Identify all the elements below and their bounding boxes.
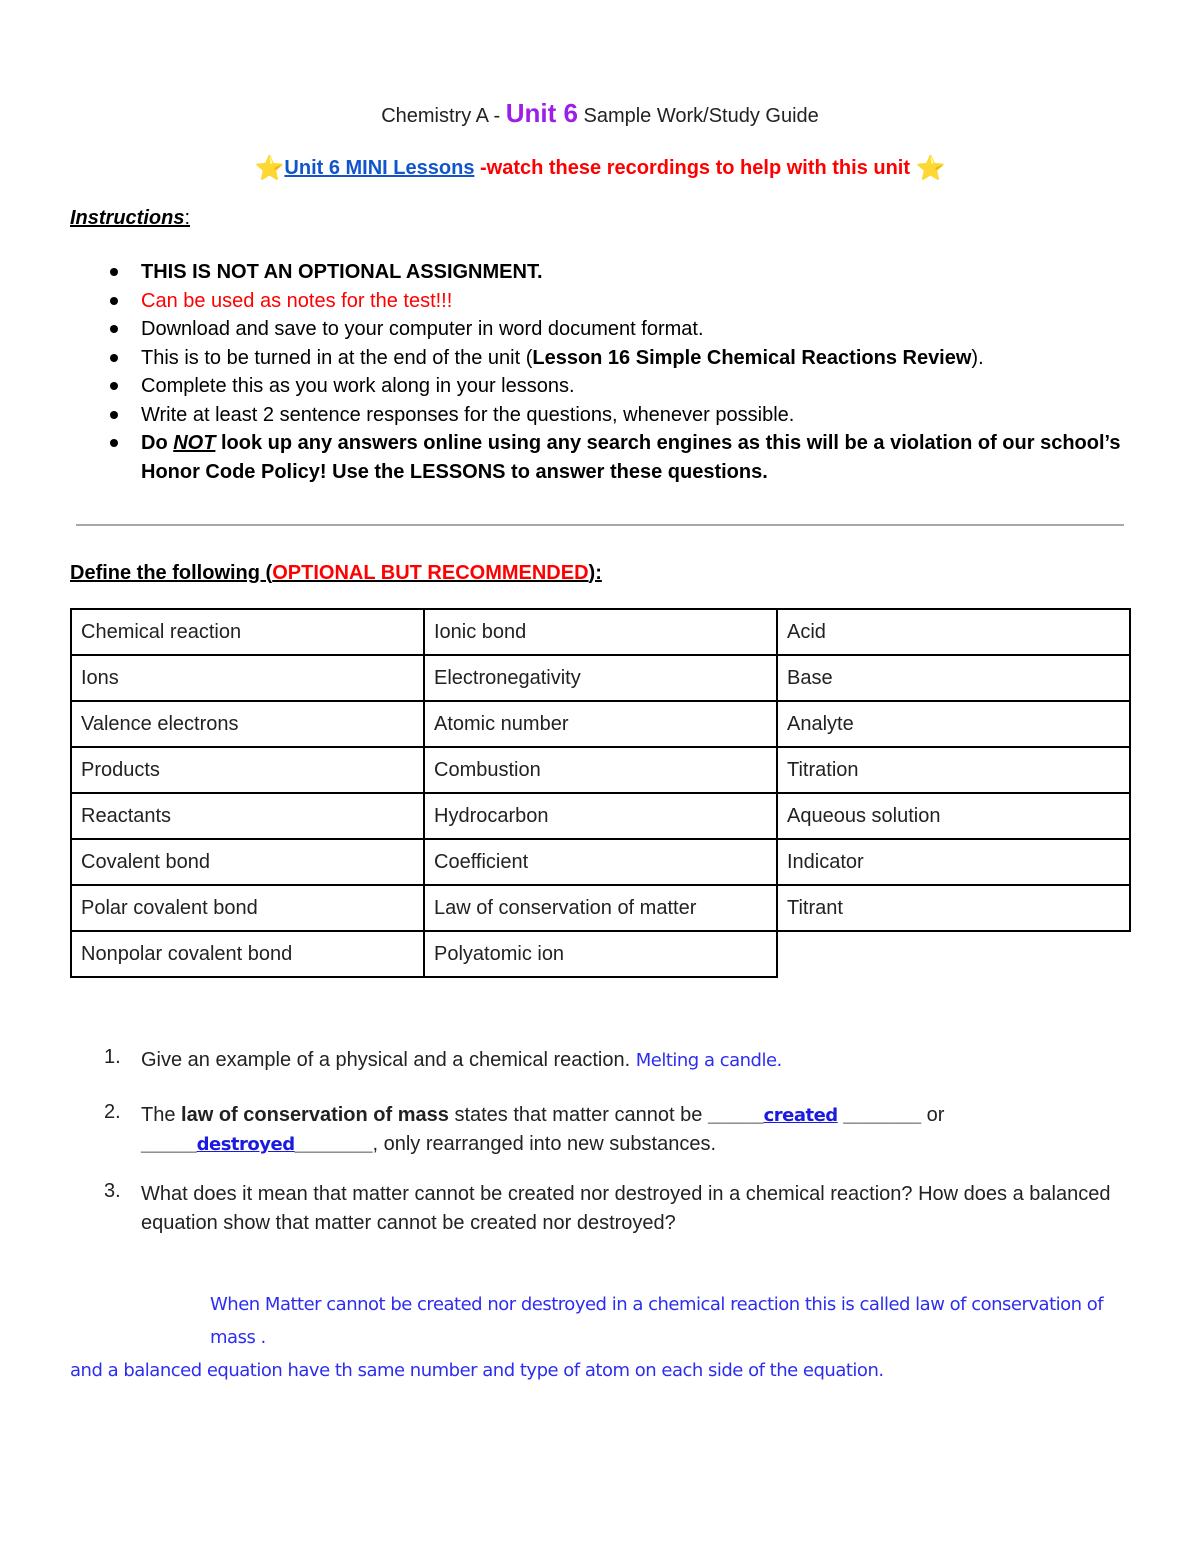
student-answer[interactable]: created	[763, 1105, 838, 1126]
term-cell: Hydrocarbon	[424, 793, 777, 839]
title-unit: Unit 6	[505, 98, 578, 128]
term-cell: Base	[777, 655, 1130, 701]
term-cell: Reactants	[71, 793, 424, 839]
terms-table	[70, 608, 1131, 978]
list-item	[70, 372, 1130, 401]
student-answer[interactable]: destroyed	[196, 1134, 295, 1155]
question-prompt: The	[141, 1104, 182, 1126]
question-number: 3.	[104, 1180, 121, 1202]
table-row	[71, 747, 1130, 793]
star-icon: ⭐	[254, 155, 285, 182]
empty-cell	[777, 931, 1130, 977]
key-term: law of conservation of mass	[181, 1104, 449, 1126]
term-cell: Titration	[777, 747, 1130, 793]
question-number: 1.	[104, 1046, 121, 1068]
mini-lessons-link[interactable]: Unit 6 MINI Lessons	[284, 157, 475, 179]
term-cell: Products	[71, 747, 424, 793]
term-cell: Law of conservation of matter	[424, 885, 777, 931]
term-cell: Indicator	[777, 839, 1130, 885]
define-heading	[70, 562, 602, 585]
blank-line: _____	[707, 1104, 764, 1126]
list-item	[70, 287, 1130, 316]
optional-note: OPTIONAL BUT RECOMMENDED	[272, 562, 589, 584]
bullet-icon	[110, 439, 118, 447]
horizontal-rule	[76, 524, 1124, 526]
bullet-icon	[110, 325, 118, 333]
question-number: 2.	[104, 1101, 121, 1123]
term-cell: Polyatomic ion	[424, 931, 777, 977]
table-row	[71, 885, 1130, 931]
star-icon: ⭐	[915, 155, 946, 182]
bullet-text: Write at least 2 sentence responses for the questions, whenever possible.	[141, 403, 795, 426]
term-cell: Nonpolar covalent bond	[71, 931, 424, 977]
list-item	[70, 401, 1130, 430]
blank-line: _______	[294, 1133, 373, 1155]
emphasis-not: NOT	[173, 432, 216, 454]
list-item	[70, 344, 1130, 373]
term-cell: Polar covalent bond	[71, 885, 424, 931]
instructions-heading	[70, 207, 190, 230]
bullet-text: look up any answers online using any search engines as this will be a violation of our school’s Honor Code Policy! Use the LESSONS to answer these questions.	[141, 432, 1121, 483]
bullet-text: ).	[971, 346, 984, 369]
lesson-name: Lesson 16 Simple Chemical Reactions Review	[532, 346, 972, 369]
term-cell: Chemical reaction	[71, 609, 424, 655]
bullet-icon	[110, 268, 118, 276]
bullet-text: Complete this as you work along in your lessons.	[141, 375, 575, 397]
term-cell: Aqueous solution	[777, 793, 1130, 839]
term-cell: Coefficient	[424, 839, 777, 885]
instructions-colon: :	[184, 207, 191, 229]
table-row	[71, 655, 1130, 701]
answer-line: and a balanced equation have th same number and type of atom on each side of the equation.	[70, 1360, 884, 1381]
title-prefix: Chemistry A -	[381, 105, 506, 127]
question-prompt: or	[921, 1104, 945, 1126]
term-cell: Atomic number	[424, 701, 777, 747]
answer-3[interactable]	[70, 1288, 1140, 1387]
bullet-text: Can be used as notes for the test!!!	[141, 289, 453, 312]
bullet-icon	[110, 297, 118, 305]
mini-lessons-line	[0, 154, 1200, 183]
bullet-icon	[110, 411, 118, 419]
term-cell: Analyte	[777, 701, 1130, 747]
table-row	[71, 931, 1130, 977]
bullet-text: Do	[141, 432, 174, 454]
question-text	[141, 1101, 1121, 1159]
question-prompt: , only rearranged into new substances.	[372, 1133, 717, 1155]
list-item	[70, 258, 1130, 287]
table-row	[71, 701, 1130, 747]
blank-line: _______	[837, 1104, 922, 1126]
bullet-text: Download and save to your computer in word document format.	[141, 318, 704, 340]
bullet-text: This is to be turned in at the end of the unit (	[141, 346, 533, 369]
term-cell: Ions	[71, 655, 424, 701]
table-row	[71, 793, 1130, 839]
bullet-icon	[110, 382, 118, 390]
list-item	[70, 315, 1130, 344]
student-answer[interactable]: Melting a candle.	[635, 1050, 782, 1071]
title-suffix: Sample Work/Study Guide	[577, 105, 819, 127]
define-label: Define the following (	[70, 562, 273, 584]
blank-line: _____	[141, 1133, 197, 1155]
question-text: What does it mean that matter cannot be created nor destroyed in a chemical reaction? How does a balanced equation show that matter cannot be created nor destroyed?	[141, 1183, 1111, 1234]
mini-lessons-note: -watch these recordings to help with this unit	[474, 157, 916, 179]
define-label-end: ):	[588, 562, 602, 584]
question-prompt: states that matter cannot be	[448, 1104, 708, 1126]
term-cell: Ionic bond	[424, 609, 777, 655]
instructions-list	[70, 258, 1130, 486]
table-row	[71, 609, 1130, 655]
term-cell: Combustion	[424, 747, 777, 793]
table-row	[71, 839, 1130, 885]
term-cell: Covalent bond	[71, 839, 424, 885]
question-prompt: Give an example of a physical and a chemical reaction.	[141, 1049, 636, 1071]
instructions-label: Instructions	[70, 207, 185, 229]
bullet-text: THIS IS NOT AN OPTIONAL ASSIGNMENT.	[141, 261, 543, 283]
page-title	[0, 98, 1200, 129]
term-cell: Valence electrons	[71, 701, 424, 747]
term-cell: Electronegativity	[424, 655, 777, 701]
bullet-icon	[110, 354, 118, 362]
term-cell: Titrant	[777, 885, 1130, 931]
list-item	[70, 429, 1130, 486]
term-cell: Acid	[777, 609, 1130, 655]
answer-line: When Matter cannot be created nor destroyed in a chemical reaction this is called law of conservation of mass .	[210, 1294, 1104, 1348]
question-text	[141, 1046, 1121, 1075]
